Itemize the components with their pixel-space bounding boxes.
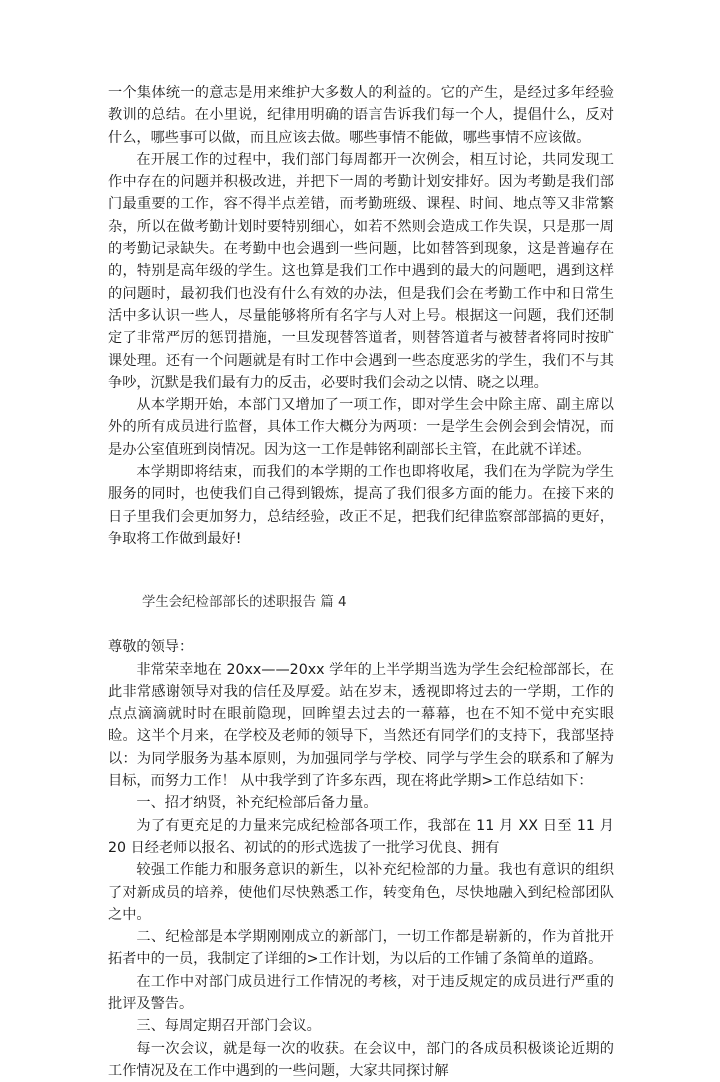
- paragraph: 在开展工作的过程中，我们部门每周都开一次例会，相互讨论，共同发现工作中存在的问题并积极改进，并把下一周的考勤计划安排好。因为考勤是我们部门最重要的工作，容不得半点差错，而考勤班级、课程、时间、地点等又非常繁杂，所以在做考勤计划时要特别细心，如若不然则会造成工作失误，只是那一周的考勤记录缺失。在考勤中也会遇到一些问题，比如替答到现象，这是普遍存在的，特别是高年级的学生。这也算是我们工作中遇到的最大的问题吧，遇到这样的问题时，最初我们也没有什么有效的办法，但是我们会在考勤工作中和日常生活中多认识一些人，尽量能够将所有名字与人对上号。根据这一问题，我们还制定了非常严厉的惩罚措施，一旦发现替答道者，则替答道者与被替者将同时按旷课处理。还有一个问题就是有时工作中会遇到一些态度恶劣的学生，我们不与其争吵，沉默是我们最有力的反击，必要时我们会动之以情、晓之以理。: [108, 151, 614, 391]
- paragraph: 为了有更充足的力量来完成纪检部各项工作，我部在 11 月 XX 日至 11 月 20 日经老师以报名、初试的的形式选拔了一批学习优良、拥有: [108, 817, 614, 856]
- paragraph: 较强工作能力和服务意识的新生，以补充纪检部的力量。我也有意识的组织了对新成员的培养，使他们尽快熟悉工作，转变角色，尽快地融入到纪检部团队之中。: [108, 862, 614, 923]
- paragraph: 一个集体统一的意志是用来维护大多数人的利益的。它的产生，是经过多年经验教训的总结。在小里说，纪律用明确的语言告诉我们每一个人，提倡什么，反对什么，哪些事可以做，而且应该去做。哪些事情不能做，哪些事情不应该做。: [108, 85, 614, 146]
- paragraph: 从本学期开始，本部门又增加了一项工作，即对学生会中除主席、副主席以外的所有成员进行监督，具体工作大概分为两项：一是学生会例会到会情况，而是办公室值班到岗情况。因为这一工作是韩铭利副部长主管，在此就不详述。: [108, 397, 614, 458]
- list-heading: 二、纪检部是本学期刚刚成立的新部门，一切工作都是崭新的，作为首批开拓者中的一员，我制定了详细的>工作计划，为以后的工作铺了条简单的道路。: [108, 929, 614, 968]
- section-two: [108, 636, 614, 1082]
- paragraph: 非常荣幸地在 20xx——20xx 学年的上半学期当选为学生会纪检部部长，在此非常感谢领导对我的信任及厚爱。站在岁末，透视即将过去的一学期，工作的点点滴滴就时时在眼前隐现，回眸望去过去的一幕幕，也在不知不觉中充实眼睑。这半个月来，在学校及老师的领导下，当然还有同学们的支持下，我部坚持以：为同学服务为基本原则，为加强同学与学校、同学与学生会的联系和了解为目标，而努力工作！ 从中我学到了许多东西，现在将此学期>工作总结如下：: [108, 661, 614, 790]
- section-heading: 学生会纪检部部长的述职报告 篇 4: [142, 595, 347, 611]
- list-heading: 一、招才纳贤，补充纪检部后备力量。: [136, 795, 378, 812]
- salutation: 尊敬的领导：: [108, 639, 194, 656]
- paragraph: 每一次会议，就是每一次的收获。在会议中，部门的各成员积极谈论近期的工作情况及在工作中遇到的一些问题，大家共同探讨解: [108, 1040, 614, 1079]
- section-one: [108, 82, 614, 550]
- list-heading: 三、每周定期召开部门会议。: [136, 1018, 321, 1035]
- paragraph: 本学期即将结束，而我们的本学期的工作也即将收尾，我们在为学院为学生服务的同时，也使我们自己得到锻炼，提高了我们很多方面的能力。在接下来的日子里我们会更加努力，总结经验，改正不足，把我们纪律监察部部搞的更好，争取将工作做到最好!: [108, 464, 614, 547]
- paragraph: 在工作中对部门成员进行工作情况的考核，对于违反规定的成员进行严重的批评及警告。: [108, 973, 614, 1012]
- document-page: [108, 82, 614, 1082]
